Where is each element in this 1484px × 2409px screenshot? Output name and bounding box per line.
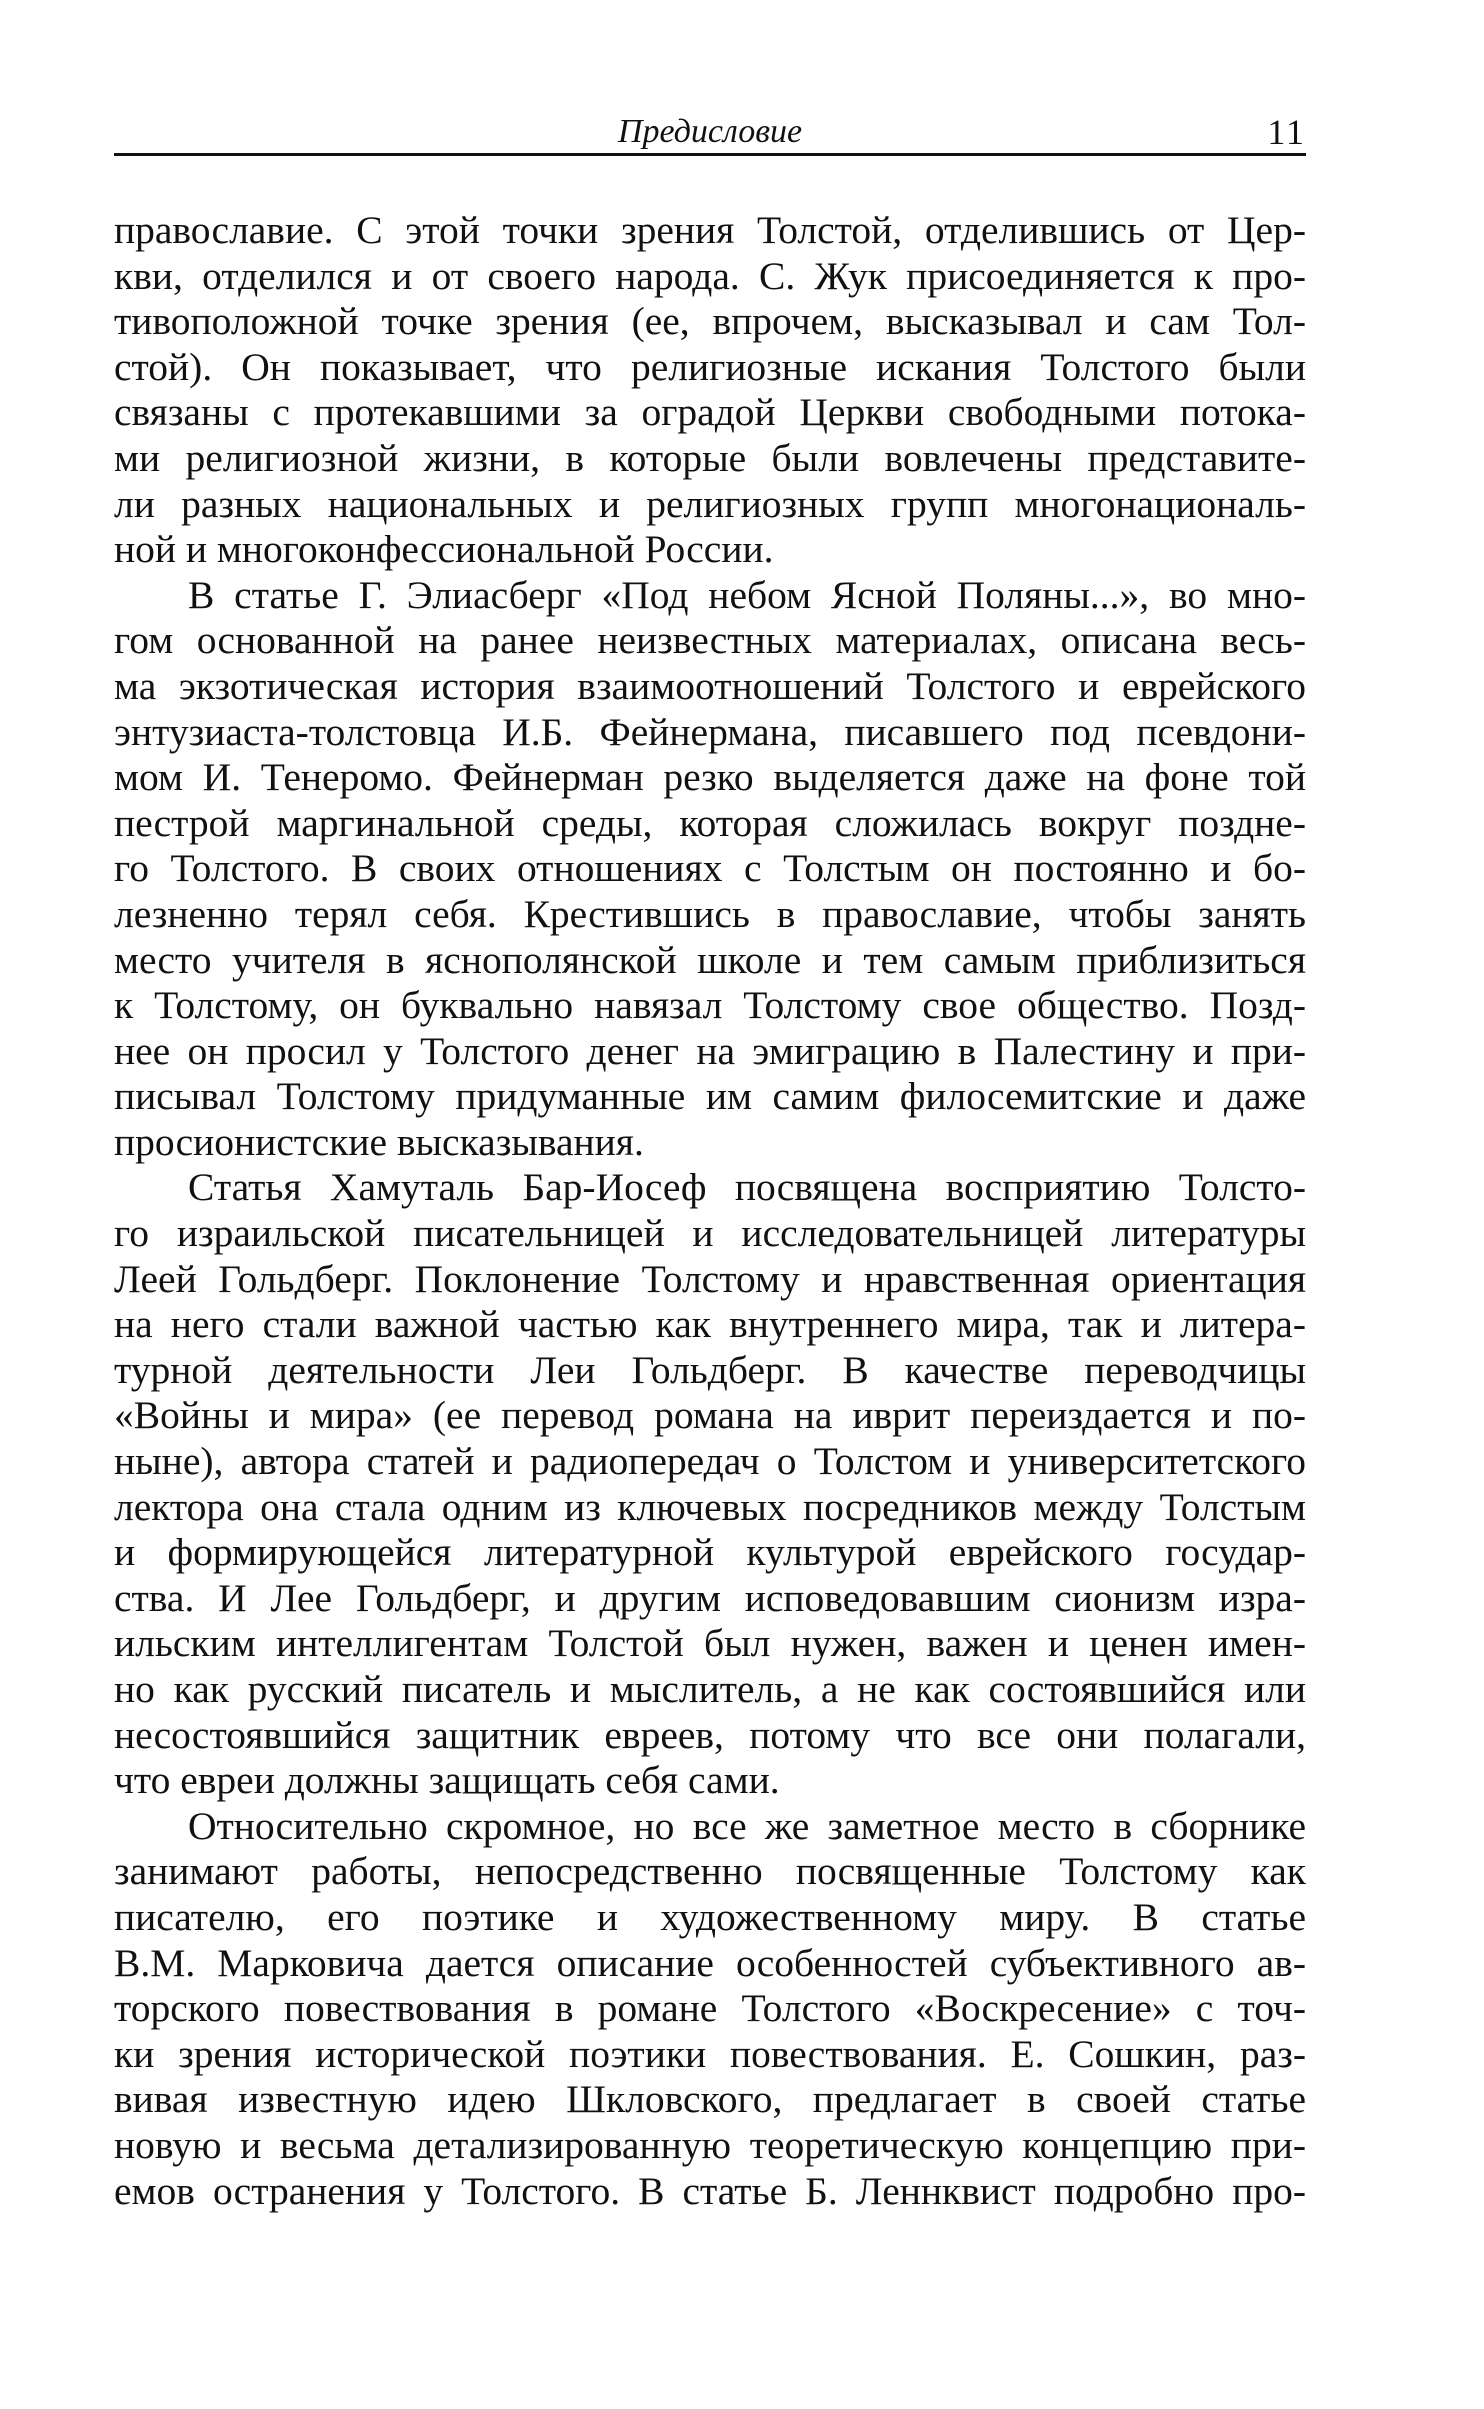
text-line: но как русский писатель и мыслитель, а не как состоявшийся или xyxy=(114,1667,1306,1711)
text-line: мом И. Тенеромо. Фейнерман резко выделяется даже на фоне той xyxy=(114,755,1306,800)
paragraph-1 xyxy=(114,208,1306,573)
text-line: го Толстого. В своих отношениях с Толстым он постоянно и бо- xyxy=(114,846,1306,891)
text-line: ки зрения исторической поэтики повествования. Е. Сошкин, раз- xyxy=(114,2031,1306,2076)
text-line: ной и многоконфессиональной России. xyxy=(114,527,774,572)
text-line: стой). Он показывает, что религиозные искания Толстого были xyxy=(114,344,1306,389)
text-line: торского повествования в романе Толстого «Воскресение» с точ- xyxy=(114,1986,1306,2031)
text-line: кви, отделился и от своего народа. С. Жук присоединяется к про- xyxy=(114,253,1306,298)
text-line: ми религиозной жизни, в которые были вовлечены представите- xyxy=(114,435,1306,480)
text-line: емов остранения у Толстого. В статье Б. Леннквист подробно про- xyxy=(114,2168,1306,2213)
text-line: просионистские высказывания. xyxy=(114,1119,644,1164)
text-line: занимают работы, непосредственно посвященные Толстому как xyxy=(114,1849,1306,1894)
paragraph-3 xyxy=(114,1165,1306,1803)
paragraph-2 xyxy=(114,573,1306,1166)
text-line: лектора она стала одним из ключевых посредников между Толстым xyxy=(114,1484,1306,1529)
text-line: православие. С этой точки зрения Толстой, отделившись от Цер- xyxy=(114,208,1306,252)
text-line: гом основанной на ранее неизвестных материалах, описана весь- xyxy=(114,618,1306,663)
text-line: и формирующейся литературной культурой еврейского государ- xyxy=(114,1530,1306,1575)
paragraph-4 xyxy=(114,1804,1306,2214)
text-line: связаны с протекавшими за оградой Церкви свободными потока- xyxy=(114,390,1306,435)
text-line: Статья Хамуталь Бар-Иосеф посвящена восприятию Толсто- xyxy=(188,1165,1306,1210)
text-line: к Толстому, он буквально навязал Толстому свое общество. Позд- xyxy=(114,983,1306,1028)
text-line: пестрой маргинальной среды, которая сложилась вокруг поздне- xyxy=(114,800,1306,845)
text-line: ли разных национальных и религиозных групп многонациональ- xyxy=(114,481,1306,526)
text-line: В.М. Марковича дается описание особенностей субъективного ав- xyxy=(114,1940,1306,1985)
text-line: на него стали важной частью как внутреннего мира, так и литера- xyxy=(114,1302,1306,1347)
text-line: новую и весьма детализированную теоретическую концепцию при- xyxy=(114,2122,1306,2167)
text-line: ильским интеллигентам Толстой был нужен, важен и ценен имен- xyxy=(114,1621,1306,1666)
text-line: ма экзотическая история взаимоотношений Толстого и еврейского xyxy=(114,663,1306,708)
text-line: энтузиаста-толстовца И.Б. Фейнермана, писавшего под псевдони- xyxy=(114,709,1306,754)
text-line: лезненно терял себя. Крестившись в православие, чтобы занять xyxy=(114,891,1306,936)
text-line: «Войны и мира» (ее перевод романа на иврит переиздается и по- xyxy=(114,1393,1306,1438)
text-line: Относительно скромное, но все же заметное место в сборнике xyxy=(188,1803,1306,1848)
text-line: го израильской писательницей и исследовательницей литературы xyxy=(114,1211,1306,1256)
text-line: ныне), автора статей и радиопередач о Толстом и университетского xyxy=(114,1439,1306,1484)
text-line: ства. И Лее Гольдберг, и другим исповедовавшим сионизм изра- xyxy=(114,1575,1306,1620)
text-line: нее он просил у Толстого денег на эмиграцию в Палестину и при- xyxy=(114,1028,1306,1073)
running-title: Предисловие xyxy=(617,113,803,150)
header-rule xyxy=(114,153,1306,156)
text-line: писателю, его поэтике и художественному миру. В статье xyxy=(114,1894,1306,1939)
text-line: что евреи должны защищать себя сами. xyxy=(114,1758,780,1803)
page-number: 11 xyxy=(1267,112,1306,152)
text-line: турной деятельности Леи Гольдберг. В качестве переводчицы xyxy=(114,1347,1306,1392)
text-line: вивая известную идею Шкловского, предлагает в своей статье xyxy=(114,2077,1306,2122)
text-line: Леей Гольдберг. Поклонение Толстому и нравственная ориентация xyxy=(114,1256,1306,1301)
text-line: писывал Толстому придуманные им самим филосемитские и даже xyxy=(114,1074,1306,1119)
body-text xyxy=(114,208,1306,2214)
running-header xyxy=(114,104,1306,156)
text-line: несостоявшийся защитник евреев, потому что все они полагали, xyxy=(114,1712,1306,1757)
text-line: В статье Г. Элиасберг «Под небом Ясной Поляны...», во мно- xyxy=(188,572,1306,617)
text-line: место учителя в яснополянской школе и тем самым приблизиться xyxy=(114,937,1306,982)
text-line: тивоположной точке зрения (ее, впрочем, высказывал и сам Тол- xyxy=(114,299,1306,344)
